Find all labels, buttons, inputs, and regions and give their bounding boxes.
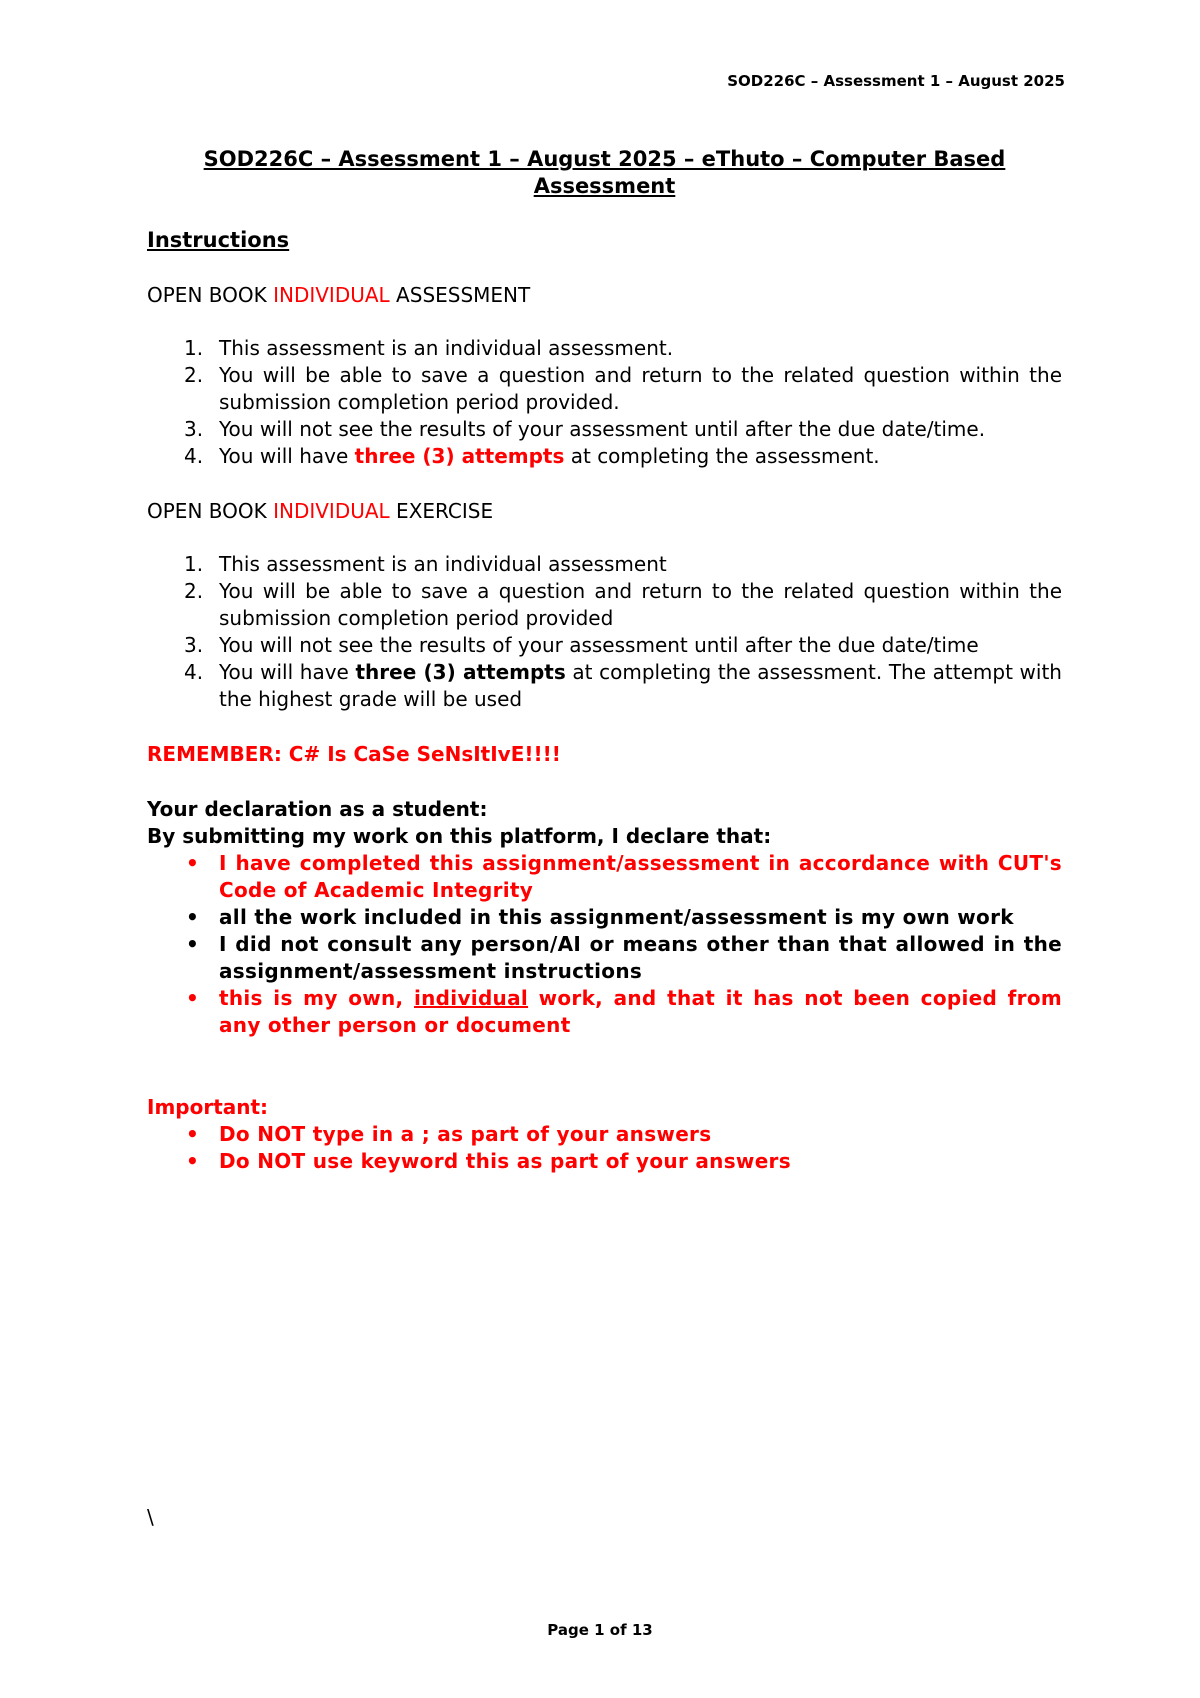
list-item-text-post: work, and that it has not been copied from any other person or document [219, 986, 1062, 1037]
document-title: SOD226C – Assessment 1 – August 2025 – eThuto – Computer Based Assessment [203, 147, 1006, 198]
list-item [147, 904, 1062, 931]
list-item [147, 362, 1062, 416]
list-item-text-post: at completing the assessment. The attempt with the highest grade will be used [219, 660, 1062, 711]
list-item-text: Do NOT type in a ; as part of your answers [219, 1122, 712, 1146]
list-item-text: This assessment is an individual assessment [219, 552, 667, 576]
attempts-emphasis: three (3) attempts [354, 444, 565, 468]
list-item-text: This assessment is an individual assessment. [219, 336, 674, 360]
list-item-number: 1. [184, 336, 204, 360]
list-item-text-pre: this is my own, [219, 986, 414, 1010]
list-item-text: You will not see the results of your assessment until after the due date/time. [219, 417, 986, 441]
list-item-text: I have completed this assignment/assessment in accordance with CUT's Code of Academic Integrity [219, 851, 1062, 902]
list-item [147, 578, 1062, 632]
list-item-number: 1. [184, 552, 204, 576]
list-item-number: 3. [184, 633, 204, 657]
list-item [147, 985, 1062, 1039]
list-item [147, 931, 1062, 985]
list-item-text: all the work included in this assignment/assessment is my own work [219, 905, 1014, 929]
bullet-icon: • [186, 932, 200, 956]
list-item-text: I did not consult any person/AI or means other than that allowed in the assignment/assessment instructions [219, 932, 1062, 983]
section1-heading-highlight: INDIVIDUAL [273, 283, 390, 307]
list-item [147, 551, 1062, 578]
list-item [147, 443, 1062, 470]
stray-backslash: \ [147, 1505, 154, 1529]
important-heading: Important: [147, 1095, 269, 1119]
bullet-icon: • [186, 1122, 200, 1146]
bullet-icon: • [186, 1149, 200, 1173]
bullet-icon: • [186, 851, 200, 875]
bullet-icon: • [186, 986, 200, 1010]
list-item [147, 632, 1062, 659]
list-item [147, 1121, 1062, 1148]
list-item-text: Do NOT use keyword this as part of your answers [219, 1149, 791, 1173]
declaration-list [147, 850, 1062, 1039]
running-header: SOD226C – Assessment 1 – August 2025 [727, 72, 1065, 90]
section2-heading-suffix: EXERCISE [389, 499, 494, 523]
list-item-text-pre: You will have [219, 660, 356, 684]
individual-underlined: individual [413, 986, 529, 1010]
bullet-icon: • [186, 905, 200, 929]
list-item-number: 2. [184, 579, 204, 603]
list-item [147, 1148, 1062, 1175]
section1-heading [147, 282, 1062, 309]
document-body [147, 146, 1062, 1175]
important-list [147, 1121, 1062, 1175]
section2-heading [147, 498, 1062, 525]
section1-list [147, 335, 1062, 470]
case-sensitivity-reminder: REMEMBER: C# Is CaSe SeNsItIvE!!!! [147, 742, 561, 766]
page-number: Page 1 of 13 [547, 1621, 653, 1639]
list-item-number: 3. [184, 417, 204, 441]
list-item-text-post: at completing the assessment. [564, 444, 880, 468]
list-item-number: 4. [184, 660, 204, 684]
section2-list [147, 551, 1062, 713]
section1-heading-prefix: OPEN BOOK [147, 283, 274, 307]
list-item-number: 4. [184, 444, 204, 468]
section2-heading-highlight: INDIVIDUAL [273, 499, 390, 523]
list-item-text-pre: You will have [219, 444, 355, 468]
list-item [147, 659, 1062, 713]
instructions-heading: Instructions [147, 228, 290, 252]
list-item [147, 850, 1062, 904]
declaration-heading: Your declaration as a student: [147, 797, 488, 821]
attempts-emphasis: three (3) attempts [355, 660, 566, 684]
list-item-text: You will be able to save a question and return to the related question within the submission completion period provided. [219, 363, 1062, 414]
list-item-text: You will be able to save a question and return to the related question within the submission completion period provided [219, 579, 1062, 630]
list-item-number: 2. [184, 363, 204, 387]
declaration-intro: By submitting my work on this platform, I declare that: [147, 824, 772, 848]
section1-heading-suffix: ASSESSMENT [389, 283, 531, 307]
section2-heading-prefix: OPEN BOOK [147, 499, 274, 523]
list-item [147, 416, 1062, 443]
list-item-text: You will not see the results of your assessment until after the due date/time [219, 633, 979, 657]
list-item [147, 335, 1062, 362]
